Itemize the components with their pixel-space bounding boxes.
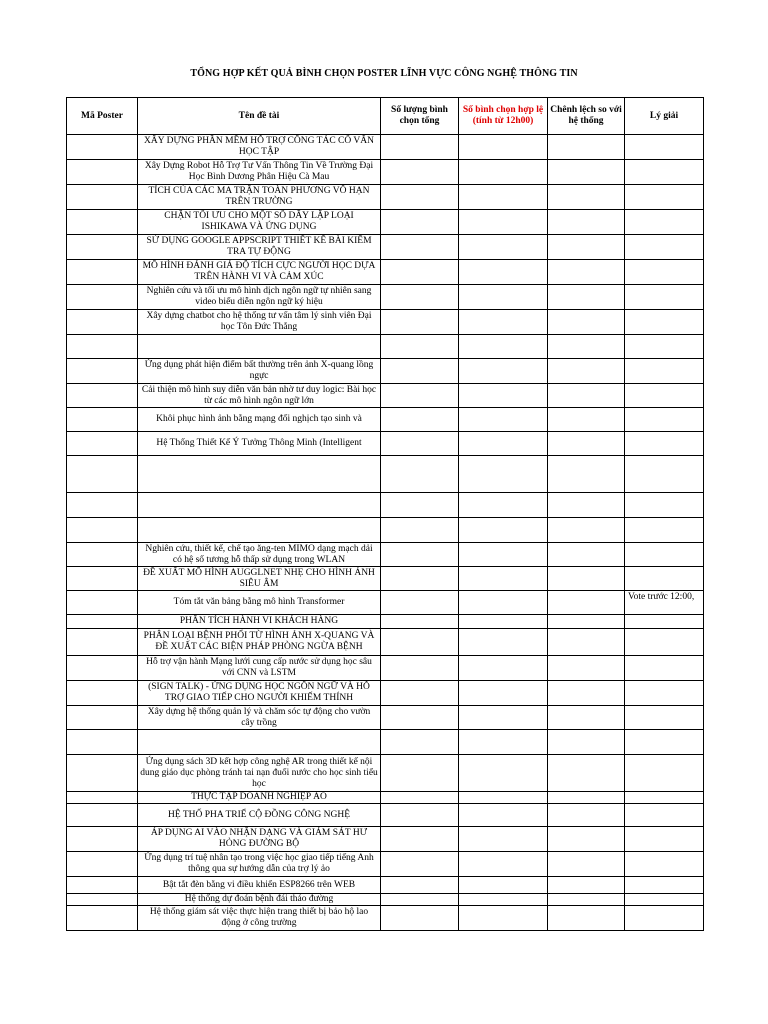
cell-so-luong xyxy=(381,456,459,493)
cell-hop-le xyxy=(459,852,548,877)
cell-hop-le xyxy=(459,160,548,185)
table-row xyxy=(67,135,704,160)
cell-hop-le xyxy=(459,456,548,493)
table-row xyxy=(67,730,704,755)
cell-ma-poster xyxy=(67,260,138,285)
cell-ten-de-tai: PHÂN LOẠI BỆNH PHỔI TỪ HÌNH ẢNH X-QUANG VÀ ĐỀ XUẤT CÁC BIỆN PHÁP PHÒNG NGỪA BỆNH xyxy=(138,629,381,656)
table-row xyxy=(67,615,704,629)
cell-so-luong xyxy=(381,804,459,827)
cell-hop-le xyxy=(459,384,548,408)
cell-chenh-lech xyxy=(548,260,625,285)
cell-ma-poster xyxy=(67,615,138,629)
cell-so-luong xyxy=(381,615,459,629)
cell-ly-giai xyxy=(625,681,704,706)
cell-ly-giai xyxy=(625,359,704,384)
cell-ly-giai xyxy=(625,185,704,210)
cell-ma-poster xyxy=(67,792,138,804)
cell-hop-le xyxy=(459,432,548,456)
cell-ly-giai xyxy=(625,210,704,235)
cell-ma-poster xyxy=(67,877,138,894)
cell-so-luong xyxy=(381,235,459,260)
cell-hop-le xyxy=(459,804,548,827)
cell-ten-de-tai: Tóm tắt văn bảng bằng mô hình Transformer xyxy=(138,591,381,615)
cell-ma-poster xyxy=(67,384,138,408)
cell-ma-poster xyxy=(67,135,138,160)
cell-ten-de-tai: Bật tắt đèn bằng vi điều khiển ESP8266 trên WEB xyxy=(138,877,381,894)
cell-so-luong xyxy=(381,706,459,730)
cell-chenh-lech xyxy=(548,567,625,591)
cell-chenh-lech xyxy=(548,160,625,185)
cell-so-luong xyxy=(381,629,459,656)
cell-hop-le xyxy=(459,615,548,629)
table-row xyxy=(67,906,704,931)
cell-ly-giai xyxy=(625,615,704,629)
cell-ly-giai xyxy=(625,456,704,493)
cell-hop-le xyxy=(459,235,548,260)
header-ly-giai: Lý giải xyxy=(625,98,704,135)
cell-chenh-lech xyxy=(548,493,625,518)
table-row xyxy=(67,827,704,852)
cell-ly-giai xyxy=(625,432,704,456)
cell-ten-de-tai xyxy=(138,493,381,518)
cell-chenh-lech xyxy=(548,656,625,681)
cell-hop-le xyxy=(459,681,548,706)
cell-so-luong xyxy=(381,681,459,706)
cell-ly-giai xyxy=(625,852,704,877)
cell-ma-poster xyxy=(67,456,138,493)
cell-hop-le xyxy=(459,359,548,384)
cell-ten-de-tai: MÔ HÌNH ĐÁNH GIÁ ĐỘ TÍCH CỰC NGƯỜI HỌC DỰA TRÊN HÀNH VI VÀ CẢM XÚC xyxy=(138,260,381,285)
table-row xyxy=(67,310,704,335)
table-row xyxy=(67,792,704,804)
cell-ma-poster xyxy=(67,493,138,518)
results-table xyxy=(66,97,704,931)
cell-so-luong xyxy=(381,310,459,335)
table-row xyxy=(67,706,704,730)
header-ten-de-tai: Tên đề tài xyxy=(138,98,381,135)
cell-ma-poster xyxy=(67,210,138,235)
cell-ly-giai xyxy=(625,567,704,591)
cell-ly-giai xyxy=(625,384,704,408)
cell-ly-giai xyxy=(625,877,704,894)
table-row xyxy=(67,260,704,285)
cell-ten-de-tai: PHÂN TÍCH HÀNH VI KHÁCH HÀNG xyxy=(138,615,381,629)
table-row xyxy=(67,235,704,260)
cell-ten-de-tai: Nghiên cứu và tối ưu mô hình dịch ngôn ngữ tự nhiên sang video biểu diễn ngôn ngữ ký hiệu xyxy=(138,285,381,310)
cell-so-luong xyxy=(381,543,459,567)
cell-ten-de-tai: Ứng dụng trí tuệ nhân tạo trong việc học giao tiếp tiếng Anh thông qua sự hướng dẫn của trợ lý ảo xyxy=(138,852,381,877)
cell-chenh-lech xyxy=(548,681,625,706)
table-row xyxy=(67,629,704,656)
table-row xyxy=(67,852,704,877)
cell-so-luong xyxy=(381,730,459,755)
cell-hop-le xyxy=(459,591,548,615)
header-hop-le: Số bình chọn hợp lệ (tính từ 12h00) xyxy=(459,98,548,135)
cell-so-luong xyxy=(381,755,459,792)
cell-so-luong xyxy=(381,518,459,543)
cell-hop-le xyxy=(459,906,548,931)
cell-hop-le xyxy=(459,543,548,567)
cell-chenh-lech xyxy=(548,235,625,260)
cell-chenh-lech xyxy=(548,852,625,877)
header-chenh-lech: Chênh lệch so với hệ thống xyxy=(548,98,625,135)
cell-so-luong xyxy=(381,432,459,456)
table-row xyxy=(67,384,704,408)
header-ma-poster: Mã Poster xyxy=(67,98,138,135)
table-row xyxy=(67,493,704,518)
cell-hop-le xyxy=(459,567,548,591)
cell-ma-poster xyxy=(67,827,138,852)
cell-ten-de-tai xyxy=(138,518,381,543)
cell-ly-giai xyxy=(625,160,704,185)
cell-ma-poster xyxy=(67,408,138,432)
table-body xyxy=(67,135,704,931)
cell-chenh-lech xyxy=(548,706,625,730)
cell-hop-le xyxy=(459,518,548,543)
cell-so-luong xyxy=(381,877,459,894)
cell-ma-poster xyxy=(67,755,138,792)
cell-hop-le xyxy=(459,792,548,804)
page-title: TỔNG HỢP KẾT QUẢ BÌNH CHỌN POSTER LĨNH VỰC CÔNG NGHỆ THÔNG TIN xyxy=(190,68,578,79)
table-row xyxy=(67,656,704,681)
cell-ten-de-tai: Ứng dụng sách 3D kết hợp công nghệ AR trong thiết kế nội dung giáo dục phòng tránh tai nạn đuối nước cho học sinh tiểu học xyxy=(138,755,381,792)
cell-ly-giai xyxy=(625,285,704,310)
cell-so-luong xyxy=(381,591,459,615)
cell-chenh-lech xyxy=(548,384,625,408)
cell-so-luong xyxy=(381,285,459,310)
table-row xyxy=(67,567,704,591)
cell-so-luong xyxy=(381,827,459,852)
cell-chenh-lech xyxy=(548,894,625,906)
cell-so-luong xyxy=(381,792,459,804)
cell-hop-le xyxy=(459,260,548,285)
cell-chenh-lech xyxy=(548,285,625,310)
cell-chenh-lech xyxy=(548,792,625,804)
cell-ma-poster xyxy=(67,432,138,456)
cell-hop-le xyxy=(459,185,548,210)
cell-ly-giai xyxy=(625,730,704,755)
cell-ma-poster xyxy=(67,629,138,656)
cell-ma-poster xyxy=(67,185,138,210)
cell-ma-poster xyxy=(67,730,138,755)
cell-hop-le xyxy=(459,210,548,235)
cell-ma-poster xyxy=(67,591,138,615)
cell-ten-de-tai: Xây dựng chatbot cho hệ thống tư vấn tâm lý sinh viên Đại học Tôn Đức Thắng xyxy=(138,310,381,335)
cell-so-luong xyxy=(381,567,459,591)
table-row xyxy=(67,359,704,384)
cell-ten-de-tai: Hệ Thống Thiết Kế Ý Tưởng Thông Minh (Intelligent xyxy=(138,432,381,456)
cell-ten-de-tai: SỬ DỤNG GOOGLE APPSCRIPT THIẾT KẾ BÀI KIỂM TRA TỰ ĐỘNG xyxy=(138,235,381,260)
cell-ma-poster xyxy=(67,235,138,260)
table-row xyxy=(67,804,704,827)
cell-ly-giai xyxy=(625,260,704,285)
table-row xyxy=(67,543,704,567)
cell-ly-giai xyxy=(625,518,704,543)
cell-hop-le xyxy=(459,310,548,335)
header-so-luong: Số lượng bình chọn tổng xyxy=(381,98,459,135)
cell-ly-giai xyxy=(625,629,704,656)
cell-ma-poster xyxy=(67,852,138,877)
cell-hop-le xyxy=(459,894,548,906)
cell-ten-de-tai: CHẶN TỐI ƯU CHO MỘT SỐ DÃY LẶP LOẠI ISHIKAWA VÀ ỨNG DỤNG xyxy=(138,210,381,235)
cell-so-luong xyxy=(381,185,459,210)
cell-chenh-lech xyxy=(548,185,625,210)
cell-so-luong xyxy=(381,260,459,285)
cell-chenh-lech xyxy=(548,906,625,931)
cell-ten-de-tai: Khôi phục hình ảnh bằng mạng đối nghịch tạo sinh và xyxy=(138,408,381,432)
cell-so-luong xyxy=(381,135,459,160)
table-row xyxy=(67,432,704,456)
cell-ten-de-tai: THỰC TẬP DOANH NGHIỆP ẢO xyxy=(138,792,381,804)
cell-ten-de-tai xyxy=(138,730,381,755)
cell-chenh-lech xyxy=(548,135,625,160)
cell-hop-le xyxy=(459,656,548,681)
cell-chenh-lech xyxy=(548,335,625,359)
cell-chenh-lech xyxy=(548,543,625,567)
cell-ma-poster xyxy=(67,681,138,706)
cell-ly-giai xyxy=(625,543,704,567)
cell-so-luong xyxy=(381,384,459,408)
cell-ten-de-tai: Hỗ trợ vận hành Mạng lưới cung cấp nước sử dụng học sâu với CNN và LSTM xyxy=(138,656,381,681)
cell-chenh-lech xyxy=(548,629,625,656)
cell-ly-giai xyxy=(625,906,704,931)
table-row xyxy=(67,285,704,310)
cell-ma-poster xyxy=(67,285,138,310)
cell-ten-de-tai: Nghiên cứu, thiết kế, chế tạo ăng-ten MIMO dạng mạch dải có hệ số tương hỗ thấp sử dụng trong WLAN xyxy=(138,543,381,567)
cell-hop-le xyxy=(459,827,548,852)
cell-chenh-lech xyxy=(548,456,625,493)
cell-ly-giai: Vote trước 12:00, xyxy=(625,591,704,615)
table-row xyxy=(67,755,704,792)
cell-so-luong xyxy=(381,408,459,432)
cell-chenh-lech xyxy=(548,730,625,755)
cell-so-luong xyxy=(381,493,459,518)
cell-so-luong xyxy=(381,210,459,235)
cell-ma-poster xyxy=(67,335,138,359)
cell-chenh-lech xyxy=(548,310,625,335)
cell-ly-giai xyxy=(625,493,704,518)
cell-chenh-lech xyxy=(548,518,625,543)
cell-ten-de-tai: Ứng dụng phát hiện điểm bất thường trên ảnh X-quang lồng ngực xyxy=(138,359,381,384)
table-row xyxy=(67,456,704,493)
cell-so-luong xyxy=(381,894,459,906)
cell-ly-giai xyxy=(625,755,704,792)
cell-ma-poster xyxy=(67,518,138,543)
cell-so-luong xyxy=(381,852,459,877)
cell-ly-giai xyxy=(625,135,704,160)
cell-so-luong xyxy=(381,359,459,384)
cell-ly-giai xyxy=(625,894,704,906)
cell-so-luong xyxy=(381,160,459,185)
cell-chenh-lech xyxy=(548,408,625,432)
table-row xyxy=(67,408,704,432)
cell-ma-poster xyxy=(67,706,138,730)
cell-ma-poster xyxy=(67,906,138,931)
cell-ma-poster xyxy=(67,656,138,681)
table-row xyxy=(67,894,704,906)
cell-ma-poster xyxy=(67,310,138,335)
cell-hop-le xyxy=(459,285,548,310)
cell-ma-poster xyxy=(67,804,138,827)
cell-chenh-lech xyxy=(548,210,625,235)
cell-ten-de-tai: Hệ thống giám sát việc thực hiện trang thiết bị bảo hộ lao động ở công trường xyxy=(138,906,381,931)
cell-ten-de-tai: HỆ THỐ PHA TRIỂ CỘ ĐỒNG CÔNG NGHỆ xyxy=(138,804,381,827)
cell-hop-le xyxy=(459,877,548,894)
cell-chenh-lech xyxy=(548,432,625,456)
cell-chenh-lech xyxy=(548,591,625,615)
table-row xyxy=(67,518,704,543)
table-row xyxy=(67,681,704,706)
cell-ly-giai xyxy=(625,804,704,827)
cell-hop-le xyxy=(459,706,548,730)
cell-so-luong xyxy=(381,656,459,681)
cell-chenh-lech xyxy=(548,755,625,792)
cell-ly-giai xyxy=(625,235,704,260)
cell-hop-le xyxy=(459,629,548,656)
cell-ten-de-tai: (SIGN TALK) - ỨNG DỤNG HỌC NGÔN NGỮ VÀ HỖ TRỢ GIAO TIẾP CHO NGƯỜI KHIẾM THÍNH xyxy=(138,681,381,706)
cell-ten-de-tai xyxy=(138,456,381,493)
cell-ly-giai xyxy=(625,792,704,804)
cell-ma-poster xyxy=(67,567,138,591)
table-row xyxy=(67,877,704,894)
cell-ten-de-tai: ÁP DỤNG AI VÀO NHẬN DẠNG VÀ GIÁM SÁT HƯ HỎNG ĐƯỜNG BỘ xyxy=(138,827,381,852)
cell-ten-de-tai: Cải thiện mô hình suy diễn văn bản nhờ tư duy logic: Bài học từ các mô hình ngôn ngữ lớn xyxy=(138,384,381,408)
cell-ly-giai xyxy=(625,656,704,681)
cell-chenh-lech xyxy=(548,877,625,894)
cell-ten-de-tai: TÍCH CỦA CÁC MA TRẬN TOÀN PHƯƠNG VÔ HẠN TRÊN TRƯỜNG xyxy=(138,185,381,210)
cell-ma-poster xyxy=(67,160,138,185)
cell-chenh-lech xyxy=(548,615,625,629)
cell-chenh-lech xyxy=(548,804,625,827)
cell-ma-poster xyxy=(67,894,138,906)
table-row xyxy=(67,160,704,185)
cell-ly-giai xyxy=(625,335,704,359)
cell-ly-giai xyxy=(625,827,704,852)
cell-hop-le xyxy=(459,755,548,792)
cell-chenh-lech xyxy=(548,359,625,384)
cell-hop-le xyxy=(459,335,548,359)
cell-so-luong xyxy=(381,906,459,931)
cell-hop-le xyxy=(459,408,548,432)
table-row xyxy=(67,335,704,359)
cell-ly-giai xyxy=(625,706,704,730)
cell-hop-le xyxy=(459,730,548,755)
cell-so-luong xyxy=(381,335,459,359)
cell-ten-de-tai: Xây Dựng Robot Hỗ Trợ Tư Vấn Thông Tin Về Trường Đại Học Bình Dương Phân Hiệu Cà Mau xyxy=(138,160,381,185)
header-row xyxy=(67,98,704,135)
cell-ma-poster xyxy=(67,359,138,384)
cell-hop-le xyxy=(459,135,548,160)
cell-ten-de-tai: XÂY DỰNG PHẦN MỀM HỖ TRỢ CÔNG TÁC CỐ VẤN HỌC TẬP xyxy=(138,135,381,160)
table-row xyxy=(67,185,704,210)
cell-chenh-lech xyxy=(548,827,625,852)
cell-ten-de-tai xyxy=(138,335,381,359)
table-row xyxy=(67,591,704,615)
cell-ly-giai xyxy=(625,408,704,432)
table-row xyxy=(67,210,704,235)
cell-ten-de-tai: Xây dựng hệ thống quản lý và chăm sóc tự động cho vườn cây trồng xyxy=(138,706,381,730)
cell-ten-de-tai: Hệ thống dự đoán bệnh đái tháo đường xyxy=(138,894,381,906)
cell-ma-poster xyxy=(67,543,138,567)
cell-ten-de-tai: ĐỀ XUẤT MÔ HÌNH AUGGLNET NHẸ CHO HÌNH ẢNH SIÊU ÂM xyxy=(138,567,381,591)
cell-ly-giai xyxy=(625,310,704,335)
cell-hop-le xyxy=(459,493,548,518)
